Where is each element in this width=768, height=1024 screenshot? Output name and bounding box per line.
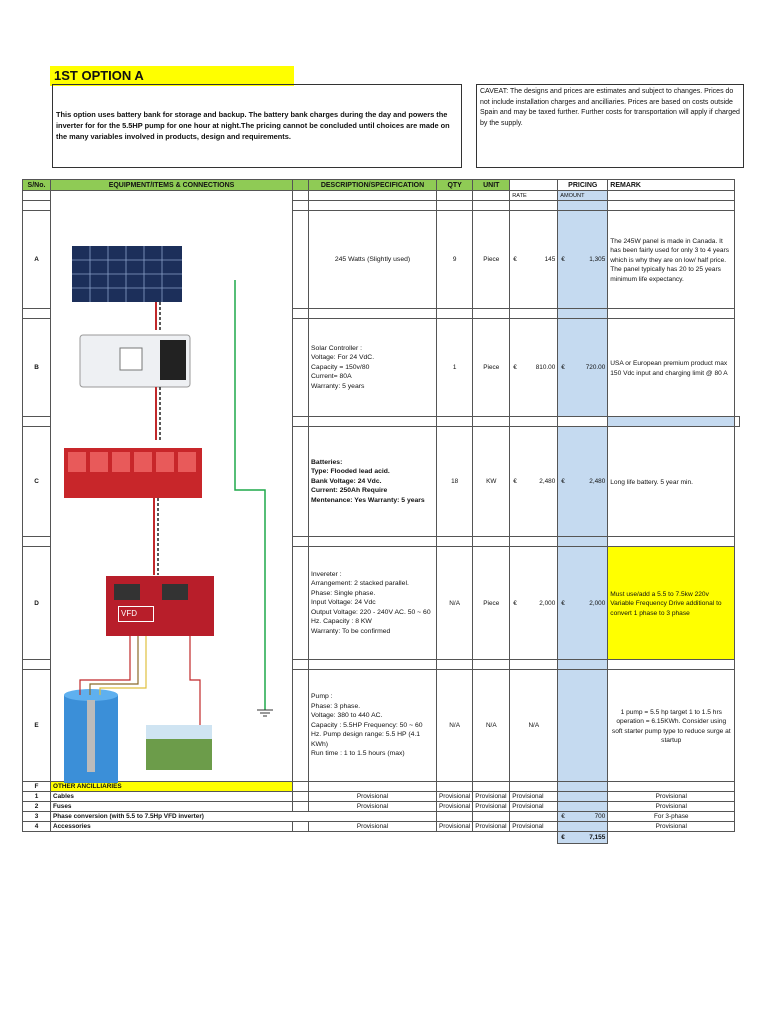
header-remark: REMARK (608, 180, 735, 191)
solar-controller-image (80, 335, 190, 387)
currency-symbol: € (513, 256, 517, 263)
row-d-unit: Piece (473, 547, 510, 660)
table-row: 2 Fuses Provisional Provisional Provisional Provisional Provisional (23, 802, 740, 812)
ancillary-name: Accessories (51, 822, 293, 832)
phase-conversion-amount: 700 (594, 813, 606, 820)
row-d-qty: N/A (437, 547, 473, 660)
header-description: DESCRIPTION/SPECIFICATION (309, 180, 437, 191)
row-c-qty: 18 (437, 427, 473, 537)
row-a-amount: 1,305 (589, 256, 606, 263)
row-c-rate: 2,480 (539, 478, 556, 485)
ancillary-name: Cables (51, 792, 293, 802)
page-title: 1ST OPTION A (50, 66, 294, 86)
row-a-description: 245 Watts (Slightly used) (309, 211, 437, 309)
row-c-amount: 2,480 (589, 478, 606, 485)
row-a-remark: The 245W panel is made in Canada. It has been fairly used for only 3 to 4 years which is why they are on low/ half price. The panel typically has 20 to 25 years minimum life expectancy. (608, 211, 735, 309)
table-row: 4 Accessories Provisional Provisional Provisional Provisional Provisional (23, 822, 740, 832)
row-d-sn: D (23, 547, 51, 660)
header-qty: QTY (437, 180, 473, 191)
row-a-sn: A (23, 211, 51, 309)
currency-symbol: € (561, 256, 565, 263)
equipment-diagram (50, 240, 290, 790)
row-b-rate: 810.00 (535, 364, 556, 371)
currency-symbol: € (561, 364, 565, 371)
row-d-remark: Must use/add a 5.5 to 7.5kw 220v Variable Frequency Drive additional to convert 1 phase to 3 phase (608, 547, 735, 660)
intro-text: This option uses battery bank for storage and backup. The battery bank charges during the day and powers the inverter for for the 5.5HP pump for one hour at night.The pricing cannot be concluded until choices are made on the many variables involved in products, design and requirements. (52, 84, 462, 168)
row-b-qty: 1 (437, 319, 473, 417)
row-c-remark: Long life battery. 5 year min. (608, 427, 735, 537)
ground-symbol-icon (257, 710, 273, 716)
vfd-label: VFD (118, 606, 154, 622)
table-header-row (23, 180, 740, 191)
currency-symbol: € (513, 364, 517, 371)
row-d-description: Invereter : Arrangement: 2 stacked parallel. Phase: Single phase. Input Voltage: 24 Vdc Output Voltage: 220 - 240V AC. 50 ~ 60 Hz. Capacity : 8 KW Warranty: To be confirmed (309, 547, 437, 660)
row-b-sn: B (23, 319, 51, 417)
row-d-rate: 2,000 (539, 599, 556, 607)
currency-symbol: € (561, 813, 565, 820)
battery-bank-image (64, 448, 202, 498)
header-equipment: EQUIPMENT/ITEMS & CONNECTIONS (51, 180, 293, 191)
pump-image (64, 689, 118, 783)
currency-symbol: € (561, 478, 565, 485)
row-b-unit: Piece (473, 319, 510, 417)
table-row: 1 Cables Provisional Provisional Provisional Provisional Provisional (23, 792, 740, 802)
solar-panel-image (72, 246, 182, 302)
row-f-sn: F (23, 782, 51, 792)
table-row: 3 Phase conversion (with 5.5 to 7.5Hp VFD inverter) € 700 For 3-phase (23, 812, 740, 822)
row-c-unit: KW (473, 427, 510, 537)
row-a-qty: 9 (437, 211, 473, 309)
row-e-remark: 1 pump = 5.5 hp target 1 to 1.5 hrs operation = 6.15KWh. Consider using soft starter pump type to reduce surge at startup (608, 670, 735, 782)
row-e-description: Pump : Phase: 3 phase. Voltage: 380 to 440 AC. Capacity : 5.5HP Frequency: 50 ~ 60 Hz. Pump design range: 5.5 HP (4.1 KWh) Run time : 1 to 1.5 hours (max) (309, 670, 437, 782)
ancillary-name: Phase conversion (with 5.5 to 7.5Hp VFD inverter) (51, 812, 437, 822)
currency-symbol: € (513, 478, 517, 485)
row-a-unit: Piece (473, 211, 510, 309)
row-c-sn: C (23, 427, 51, 537)
currency-symbol: € (561, 834, 565, 841)
irrigation-image (146, 725, 212, 770)
row-b-description: Solar Controller : Voltage: For 24 VdC. Capacity = 150v/80 Current= 80A Warranty: 5 years (309, 319, 437, 417)
total-row (23, 832, 740, 844)
row-b-amount: 720.00 (585, 364, 606, 371)
row-e-rate: N/A (510, 670, 558, 782)
caveat-text: CAVEAT: The designs and prices are estimates and subject to changes. Prices do not include installation charges and ancilliaries. Prices are based on costs outside Spain and may be taxed further. Further costs for transportation will apply if charged by the supply. (476, 84, 744, 168)
row-a-rate: 145 (544, 256, 556, 263)
row-b-remark: USA or European premium product max 150 Vdc input and charging limit @ 80 A (608, 319, 735, 417)
ancillary-name: Fuses (51, 802, 293, 812)
row-d-amount: 2,000 (589, 599, 606, 607)
row-e-sn: E (23, 670, 51, 782)
header-amount: AMOUNT (558, 191, 608, 201)
currency-symbol: € (561, 599, 565, 607)
row-c-description: Batteries: Type: Flooded lead acid. Bank Voltage: 24 Vdc. Current: 250Ah Require Mentenance: Yes Warranty: 5 years (309, 427, 437, 537)
currency-symbol: € (513, 599, 517, 607)
row-e-qty: N/A (437, 670, 473, 782)
ancillaries-title: OTHER ANCILLIARIES (51, 782, 293, 792)
header-unit: UNIT (473, 180, 510, 191)
header-sn: S/No. (23, 180, 51, 191)
grand-total: 7,155 (589, 834, 606, 841)
header-pricing: PRICING (558, 180, 608, 191)
row-e-unit: N/A (473, 670, 510, 782)
header-rate: RATE (510, 191, 558, 201)
